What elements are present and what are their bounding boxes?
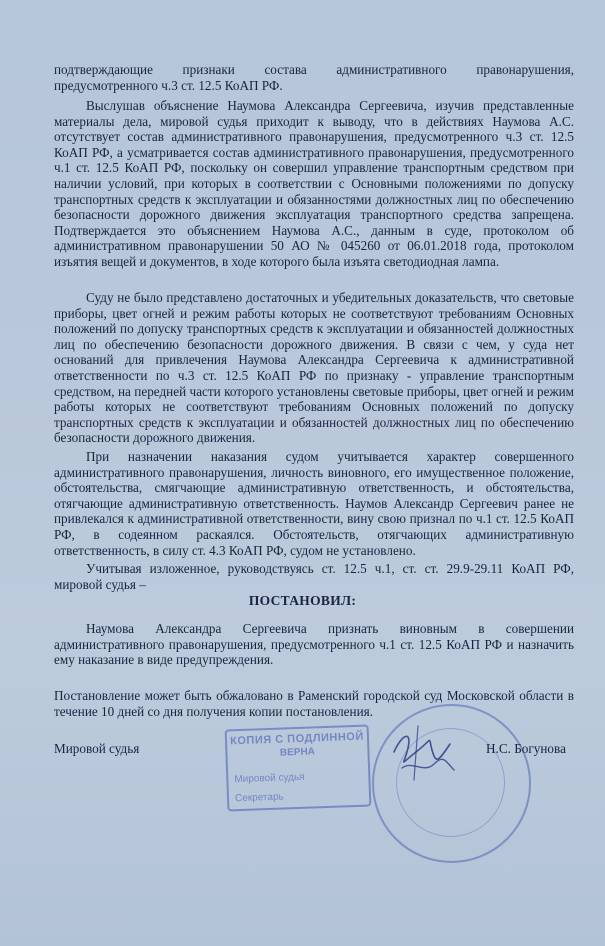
paragraph-2: Выслушав объяснение Наумова Александра Сергеевича, изучив представленные материалы дела, мировой судья приходит к выводу, что в действиях Наумова А.С. отсутствует состав административного правонарушения, предусмотренного ч.3 ст. 12.5 КоАП РФ, а усматривается состав административного правонарушения, предусмотренного ч.1 ст. 12.5 КоАП РФ, поскольку он совершил управление транспортным средством при наличии условий, при которых в соответствии с Основными положениями по допуску транспортных средств к эксплуатации и обязанностями должностных лиц по обеспечению безопасности дорожного движения эксплуатация транспортного средства запрещена. Подтверждается это объяснением Наумова А.С., данным в суде, протоколом об административном правонарушении 50 АО № 045260 от 06.01.2018 года, протоколом изъятия вещей и документов, в ходе которого была изъята светодиодная лампа. (54, 98, 574, 269)
stamp-line-4: Секретарь (234, 791, 284, 805)
document-title: ПОСТАНОВИЛ: (248, 593, 357, 608)
paragraph-3: Суду не было представлено достаточных и убедительных доказательств, что световые приборы, цвет огней и режим работы которых не соответствуют требованиям Основных положений по допуску транспортных средств к эксплуатации и обязанностей должностных лиц по обеспечению безопасности дорожного движения. В связи с чем, у суда нет оснований для привлечения Наумова Александра Сергеевича к административной ответственности по ч.3 ст. 12.5 КоАП РФ по признаку - управление транспортным средством, на передней части которого установлены световые приборы, цвет огней и режим работы которых не соответствуют требованиям Основных положений по допуску транспортных средств к эксплуатации и обязанностей должностных лиц по обеспечению безопасности дорожного движения. (54, 290, 574, 446)
paragraph-1: подтверждающие признаки состава административного правонарушения, предусмотренного ч.3 ст. 12.5 КоАП РФ. (54, 62, 574, 93)
paragraph-5: Учитывая изложенное, руководствуясь ст. 12.5 ч.1, ст. ст. 29.9-29.11 КоАП РФ, мировой судья – (54, 561, 574, 592)
copy-stamp (225, 725, 372, 812)
stamp-line-1: КОПИЯ С ПОДЛИННОЙ (229, 730, 365, 748)
stamp-line-2: ВЕРНА (279, 746, 316, 759)
signature-label: Мировой судья (54, 741, 140, 756)
signature-name: Н.С. Богунова (486, 741, 566, 756)
paragraph-4: При назначении наказания судом учитывается характер совершенного административного правонарушения, личность виновного, его имущественное положение, обстоятельства, смягчающие административную ответственность, и обстоятельства, отягчающие административную ответственность. Наумов Александр Сергеевич ранее не привлекался к административной ответственности, вину свою признал по ч.1 ст. 12.5 КоАП РФ, в содеянном раскаялся. Обстоятельств, отягчающих административную ответственность, в силу ст. 4.3 КоАП РФ, судом не установлено. (54, 449, 574, 558)
paragraph-6: Наумова Александра Сергеевича признать виновным в совершении административного правонарушения, предусмотренного ч.1 ст. 12.5 КоАП РФ и назначить ему наказание в виде предупреждения. (54, 621, 574, 668)
stamp-line-3: Мировой судья (234, 771, 305, 786)
handwritten-signature (388, 722, 458, 786)
paragraph-7: Постановление может быть обжаловано в Раменский городской суд Московской области в течение 10 дней со дня получения копии постановления. (54, 688, 574, 719)
